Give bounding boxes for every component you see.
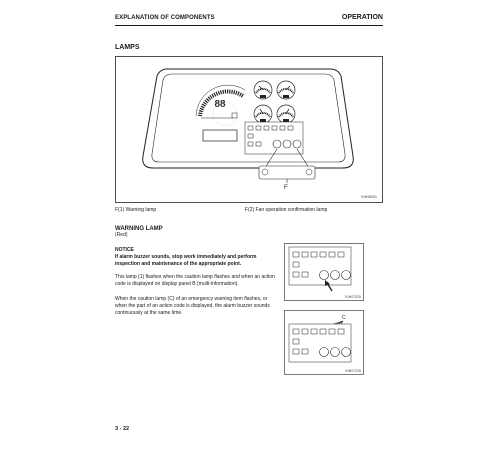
multi-information-display <box>203 130 237 141</box>
header-section-title: EXPLANATION OF COMPONENTS <box>115 15 215 21</box>
header-rule <box>115 25 383 26</box>
figure-code: 9JH08051 <box>361 195 377 199</box>
callout-f-label: F <box>284 185 288 191</box>
header-chapter-title: OPERATION <box>341 14 383 21</box>
paragraph-alarm-buzzer: When the caution lamp (C) of an emergency warning item flashes, or when the part of an action code is displayed, the alarm buzzer sounds continuously at the same time. <box>115 296 270 317</box>
figure-warning-lamp <box>284 243 364 301</box>
caption-fan-lamp: F(2) Fan operation confirmation lamp <box>245 207 328 213</box>
indicator-lamp-panel <box>245 122 303 154</box>
warning-lamp-color: (Red) <box>115 232 128 238</box>
monitor-panel-illustration <box>115 56 383 203</box>
paragraph-lamp-flashes: This lamp (1) flashes when the caution lamp flashes and when an action code is displayed on display panel B (multi-information). <box>115 274 275 288</box>
notice-body: If alarm buzzer sounds, stop work immediately and perform inspection and maintenance of the appropriate point. <box>115 254 257 268</box>
figure-code: 9JH07226 <box>345 369 361 373</box>
section-title: LAMPS <box>115 44 140 51</box>
callout-c-label: C <box>342 315 346 321</box>
page-number: 3 - 22 <box>115 426 130 432</box>
warning-lamp-title: WARNING LAMP <box>115 226 163 232</box>
figure-code: 9JH07225 <box>345 295 361 299</box>
caption-warning-lamp: F(1) Warning lamp <box>115 207 157 213</box>
display-digits: 88 <box>214 99 226 110</box>
figure-caution-lamp <box>284 310 364 375</box>
notice-title: NOTICE <box>115 247 134 253</box>
figure-monitor-panel <box>115 56 383 203</box>
